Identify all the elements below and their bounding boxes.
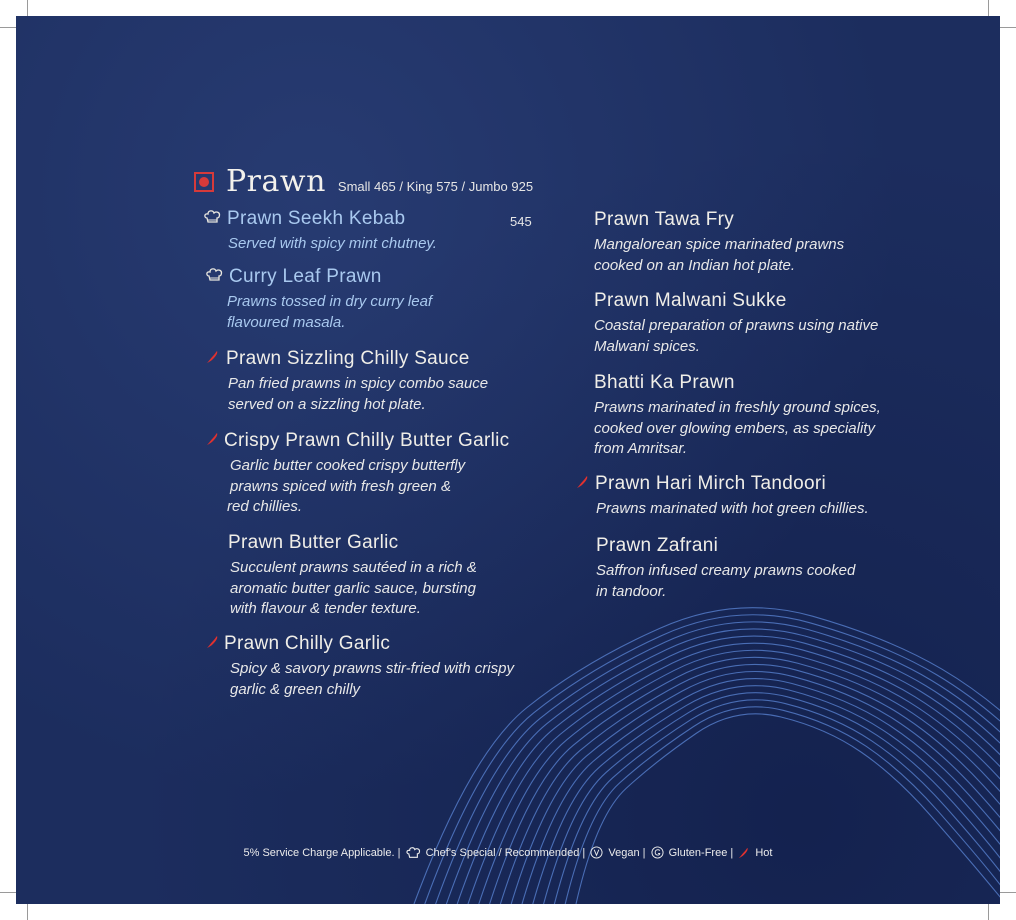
item-name: Bhatti Ka Prawn: [594, 372, 735, 393]
item-description: Prawns marinated with hot green chillies.: [596, 500, 869, 518]
menu-item: [206, 430, 509, 518]
section-heading: [194, 164, 533, 199]
item-description: cooked over glowing embers, as speciality: [594, 419, 875, 437]
item-description: Garlic butter cooked crispy butterfly: [230, 457, 466, 475]
item-name: Curry Leaf Prawn: [229, 266, 382, 288]
crop-mark: [1000, 27, 1016, 28]
menu-item: [596, 535, 855, 602]
item-description: Malwani spices.: [594, 337, 700, 355]
item-name: Prawn Sizzling Chilly Sauce: [226, 348, 470, 370]
menu-item: [206, 266, 432, 333]
crop-mark: [988, 904, 989, 920]
item-description: Prawns marinated in freshly ground spices,: [594, 399, 881, 416]
item-name: Prawn Chilly Garlic: [224, 633, 391, 655]
wave-line: [436, 622, 1000, 904]
chilli-icon: [206, 430, 220, 452]
item-description: with flavour & tender texture.: [230, 600, 421, 617]
crop-mark: [988, 0, 989, 16]
wave-line: [457, 636, 1000, 904]
wave-line: [533, 686, 1000, 904]
menu-item: [594, 372, 881, 460]
item-description: Saffron infused creamy prawns cooked: [596, 562, 856, 579]
menu-item: [594, 209, 844, 276]
chef-hat-icon: [404, 847, 423, 859]
item-name: Prawn Malwani Sukke: [594, 290, 787, 311]
chilli-icon: [576, 473, 590, 495]
item-description: flavoured masala.: [227, 313, 346, 331]
item-description: red chillies.: [227, 498, 303, 516]
item-price: 545: [510, 214, 532, 229]
hot-legend: Hot: [755, 847, 773, 859]
item-description: Coastal preparation of prawns using native: [594, 317, 879, 334]
item-name: Prawn Butter Garlic: [228, 532, 399, 553]
item-name: Prawn Tawa Fry: [594, 209, 735, 230]
menu-item: [206, 348, 488, 415]
item-description: Prawns tossed in dry curry leaf: [227, 293, 433, 311]
chilli-icon: [206, 633, 220, 655]
wave-line: [522, 679, 1000, 904]
item-description: Succulent prawns sautéed in a rich &: [230, 559, 477, 576]
item-description: aromatic butter garlic sauce, bursting: [230, 579, 476, 597]
chef-hat-icon: [206, 266, 223, 288]
item-description: Mangalorean spice marinated prawns: [594, 236, 845, 253]
item-name: Prawn Hari Mirch Tandoori: [595, 473, 827, 495]
crop-mark: [0, 892, 16, 893]
item-description: served on a sizzling hot plate.: [228, 395, 426, 413]
menu-item: [206, 633, 514, 700]
wave-line: [554, 700, 1000, 904]
menu-item: [594, 290, 878, 357]
vegan-icon: [588, 847, 605, 859]
item-name: Prawn Seekh Kebab: [227, 208, 406, 230]
item-description: in tandoor.: [596, 582, 667, 600]
item-description: from Amritsar.: [594, 440, 688, 457]
wave-line: [544, 693, 1000, 904]
non-veg-icon: [194, 172, 214, 192]
menu-item: [204, 208, 437, 255]
crop-mark: [27, 904, 28, 920]
gluten-free-legend: Gluten-Free |: [668, 847, 734, 859]
vegan-legend: Vegan |: [608, 847, 646, 859]
menu-page: [16, 16, 1000, 904]
footer-legend: [16, 846, 1000, 859]
section-title: Prawn: [226, 164, 326, 199]
item-name: Crispy Prawn Chilly Butter Garlic: [224, 430, 510, 452]
crop-mark: [1000, 892, 1016, 893]
wave-line: [565, 707, 1000, 904]
chilli-icon: [206, 348, 220, 370]
item-description: cooked on an Indian hot plate.: [594, 256, 795, 274]
gluten-free-icon: [649, 847, 666, 859]
crop-mark: [27, 0, 28, 16]
item-description: prawns spiced with fresh green &: [230, 477, 451, 495]
crop-mark: [0, 27, 16, 28]
item-description: Served with spicy mint chutney.: [228, 235, 437, 253]
chilli-icon: [736, 847, 752, 859]
item-name: Prawn Zafrani: [596, 535, 719, 556]
service-charge-note: 5% Service Charge Applicable. |: [243, 847, 401, 859]
menu-item: [228, 532, 477, 620]
chef-hat-icon: [204, 208, 221, 230]
chef-special-legend: Chef's Special / Recommended |: [425, 847, 586, 859]
section-size-prices: Small 465 / King 575 / Jumbo 925: [337, 179, 534, 194]
item-description: garlic & green chilly: [230, 680, 361, 698]
item-description: Spicy & savory prawns stir-fried with crispy: [230, 660, 514, 678]
menu-item: [576, 473, 869, 520]
item-description: Pan fried prawns in spicy combo sauce: [228, 375, 489, 393]
wave-line: [490, 657, 1000, 904]
